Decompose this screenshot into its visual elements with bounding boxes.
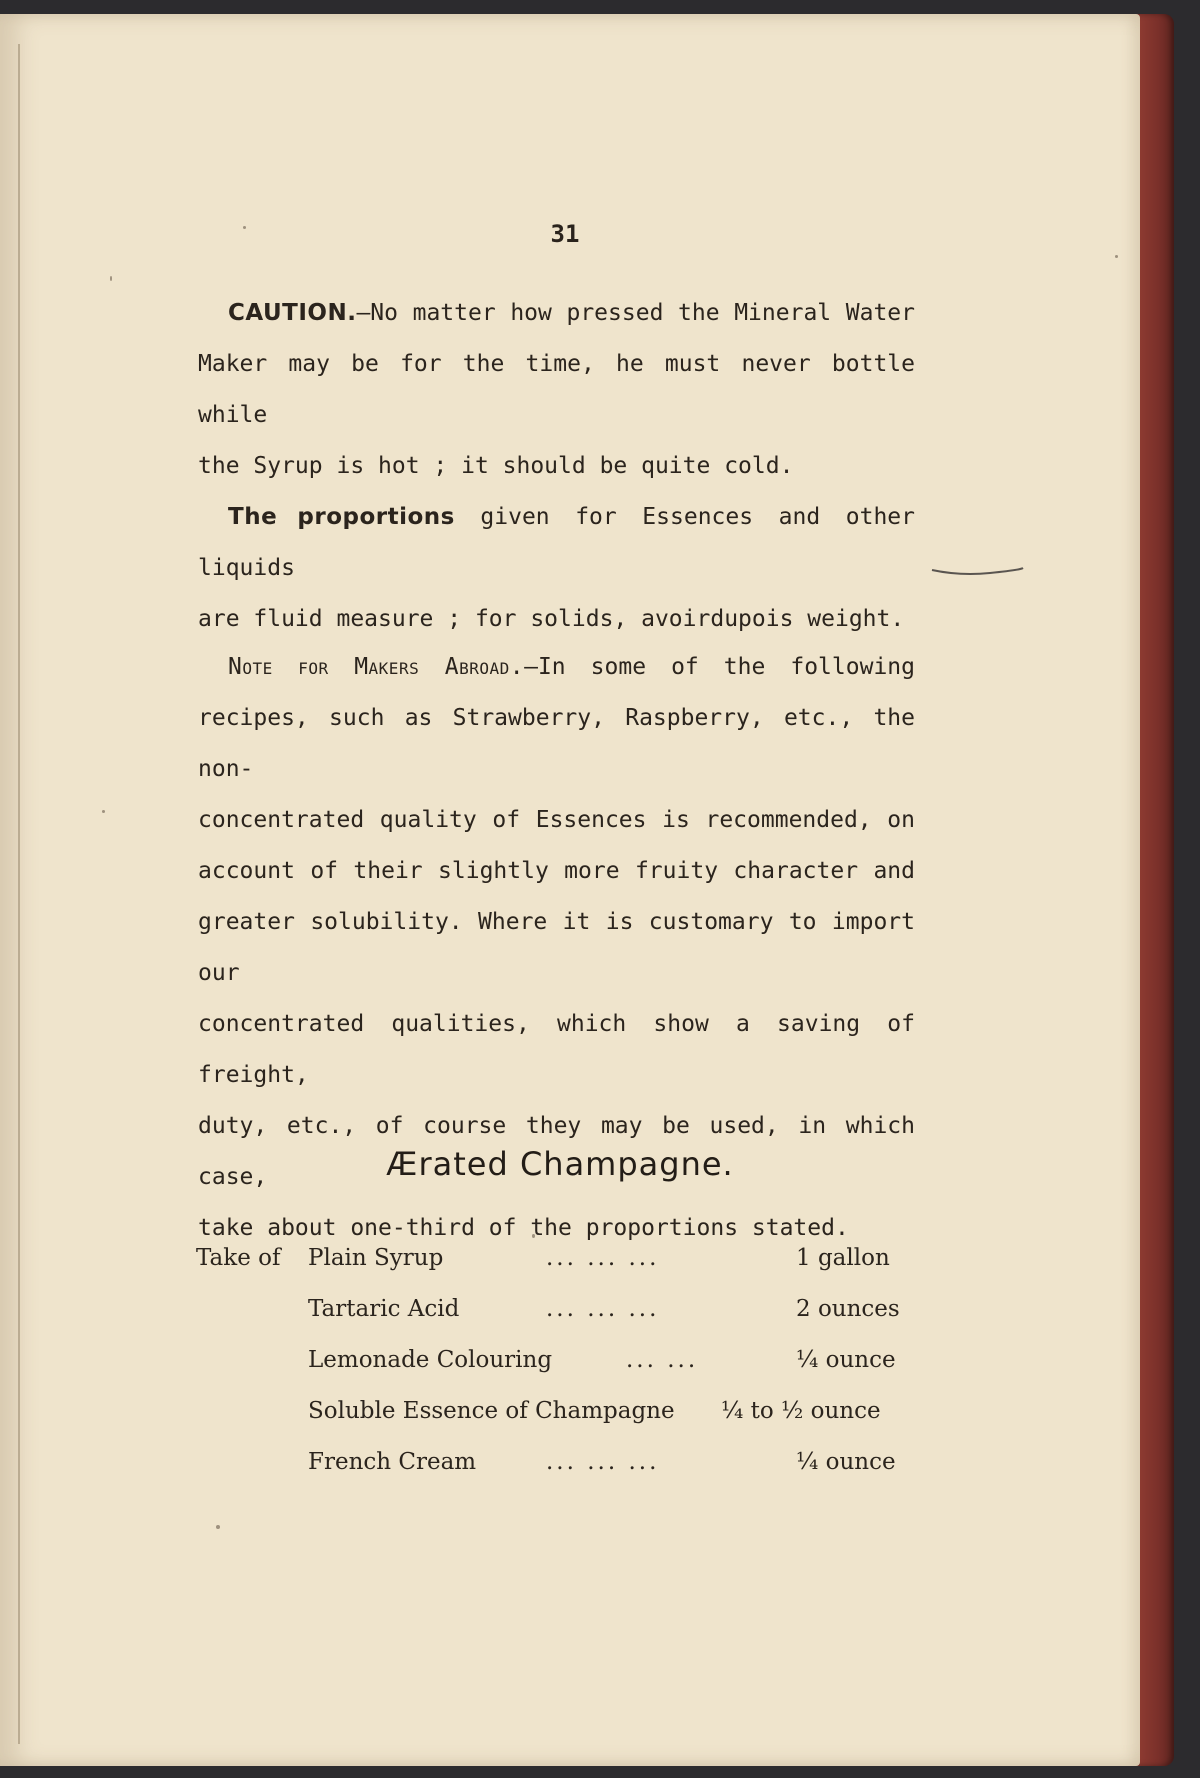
- proportions-line-1: [198, 492, 915, 594]
- take-of-label: Take of: [196, 1245, 281, 1271]
- ingredient-row: [196, 1449, 926, 1500]
- caution-line-1: [198, 288, 915, 339]
- leader-dots: ... ...: [626, 1347, 699, 1373]
- note-lead: Note for Makers Abroad.: [228, 654, 525, 680]
- leader-dots: ... ... ...: [546, 1296, 660, 1322]
- recipe-title: Ærated Champagne.: [386, 1145, 734, 1183]
- ingredient-quantity: 2 ounces: [796, 1296, 900, 1322]
- paper-speck: [1115, 255, 1118, 258]
- ingredient-name: Lemonade Colouring: [308, 1347, 553, 1373]
- paper-speck: [110, 276, 112, 281]
- note-line-1: [198, 642, 915, 693]
- note-line-6: concentrated qualities, which show a saving of freight,: [198, 1011, 915, 1088]
- page-gutter: [18, 44, 20, 1744]
- proportions-lead: The proportions: [228, 504, 455, 530]
- paper-speck: [216, 1525, 220, 1529]
- note-line-1-text: —In some of the following: [524, 654, 915, 680]
- note-line-5: greater solubility. Where it is customary to import our: [198, 909, 915, 986]
- ingredient-name: Tartaric Acid: [308, 1296, 460, 1322]
- caution-paragraph: [198, 288, 915, 492]
- leader-dots: ... ... ...: [546, 1245, 660, 1271]
- ingredient-name: Soluble Essence of Champagne: [308, 1398, 675, 1424]
- note-line-2: recipes, such as Strawberry, Raspberry, etc., the non-: [198, 705, 915, 782]
- ingredient-row: [196, 1398, 926, 1449]
- paper-speck: [102, 810, 105, 813]
- paper-speck: [243, 226, 246, 229]
- ingredient-row: [196, 1296, 926, 1347]
- ingredient-quantity: ¼ to ½ ounce: [721, 1398, 881, 1424]
- caution-line-3: the Syrup is hot ; it should be quite cold.: [198, 453, 794, 479]
- note-line-4: account of their slightly more fruity character and: [198, 858, 915, 884]
- note-line-8: take about one-third of the proportions stated.: [198, 1215, 849, 1241]
- ingredient-quantity: 1 gallon: [796, 1245, 890, 1271]
- proportions-paragraph: [198, 492, 915, 645]
- recipe-ingredients: [196, 1245, 926, 1500]
- note-line-3: concentrated quality of Essences is recommended, on: [198, 807, 915, 833]
- ingredient-row: [196, 1245, 926, 1296]
- note-line-7: duty, etc., of course they may be used, in which case,: [198, 1113, 915, 1190]
- leader-dots: ... ... ...: [546, 1449, 660, 1475]
- ingredient-name: Plain Syrup: [308, 1245, 444, 1271]
- ingredient-name: French Cream: [308, 1449, 477, 1475]
- caution-line-2: Maker may be for the time, he must never bottle while: [198, 351, 915, 428]
- proportions-line-2: are fluid measure ; for solids, avoirdupois weight.: [198, 606, 905, 632]
- ingredient-quantity: ¼ ounce: [796, 1449, 896, 1475]
- caution-lead: CAUTION.: [228, 300, 357, 326]
- ingredient-row: [196, 1347, 926, 1398]
- proportions-line-1-text: given for Essences and other liquids: [198, 504, 915, 581]
- ingredient-quantity: ¼ ounce: [796, 1347, 896, 1373]
- page-number: 31: [550, 220, 580, 248]
- paper-speck: [532, 1234, 535, 1238]
- pencil-mark-icon: [930, 566, 1025, 578]
- caution-line-1-text: —No matter how pressed the Mineral Water: [356, 300, 915, 326]
